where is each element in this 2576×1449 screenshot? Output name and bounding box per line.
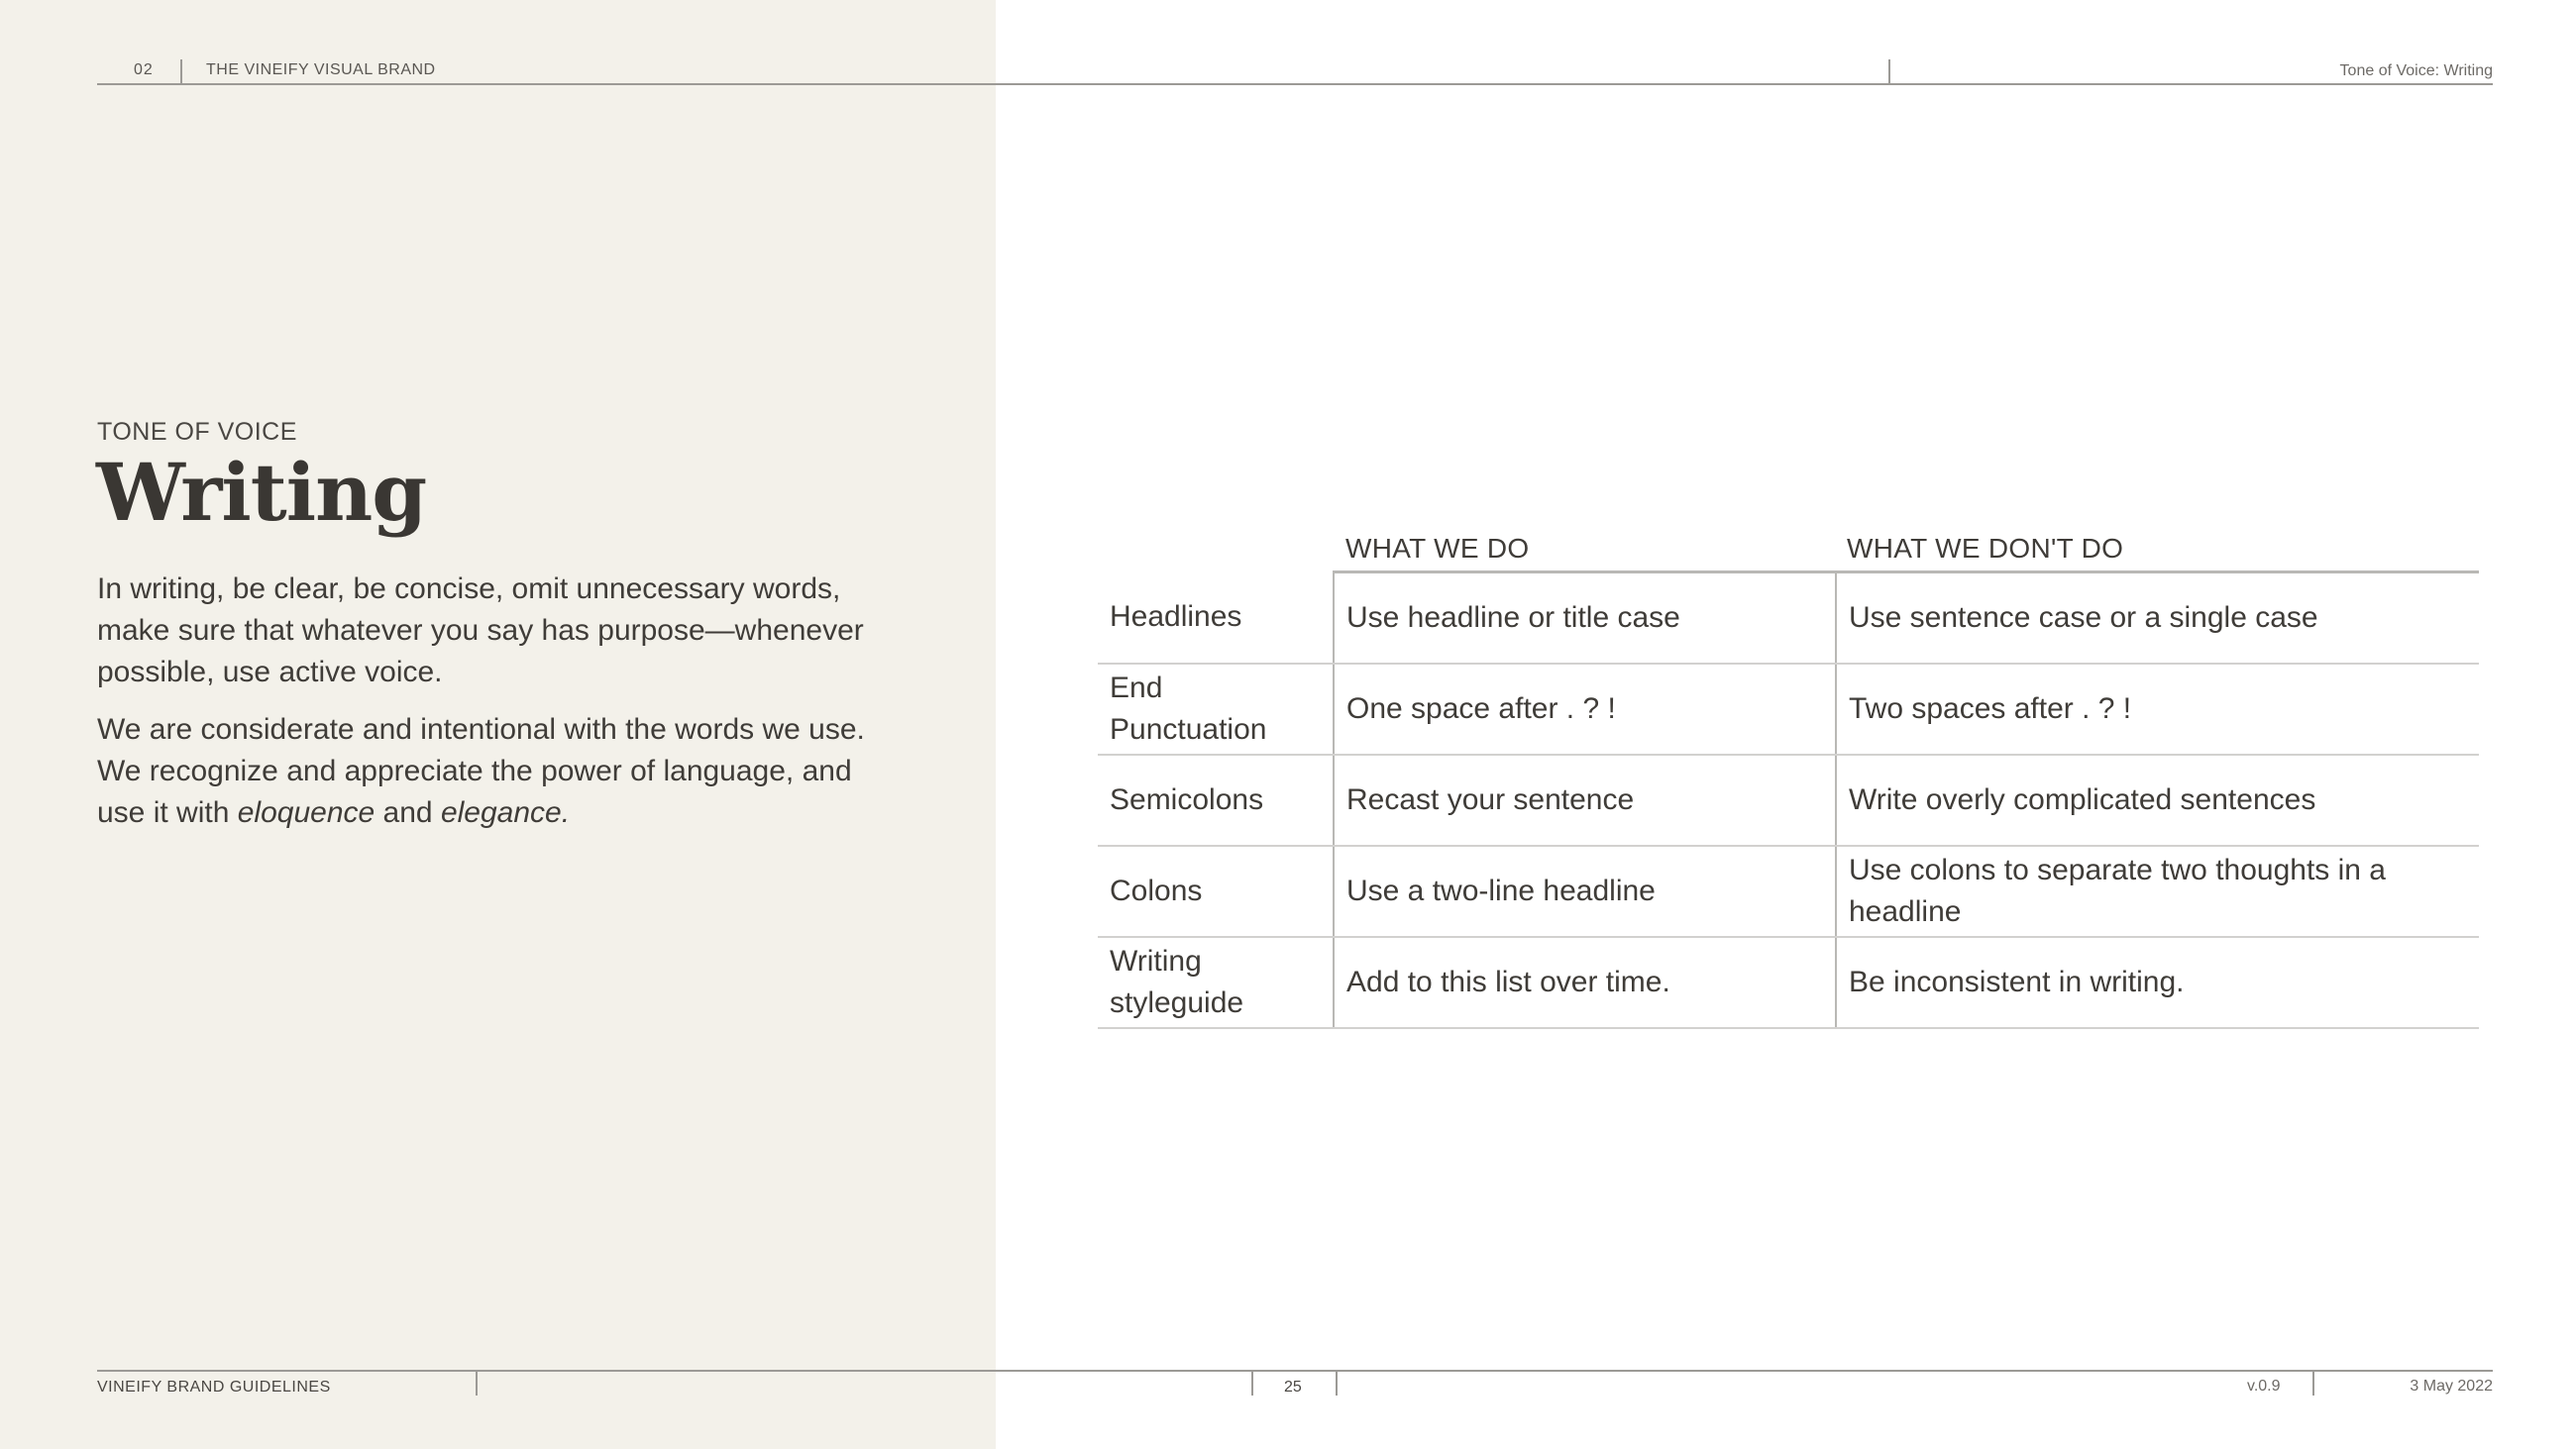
version-label: v.0.9 xyxy=(2247,1378,2281,1395)
column-header-do: WHAT WE DO xyxy=(1345,533,1530,564)
row-dont: Be inconsistent in writing. xyxy=(1836,937,2479,1028)
section-label: Tone of Voice: Writing xyxy=(2339,62,2493,79)
header-divider xyxy=(1888,59,1890,83)
footer-divider xyxy=(1336,1370,1338,1396)
row-do: One space after . ? ! xyxy=(1334,664,1836,755)
row-dont: Write overly complicated sentences xyxy=(1836,755,2479,846)
footer-rule xyxy=(97,1370,2493,1372)
table-row xyxy=(1098,846,2479,937)
column-header-dont: WHAT WE DON'T DO xyxy=(1847,533,2124,564)
row-category: Semicolons xyxy=(1098,755,1334,846)
brand-title: THE VINEIFY VISUAL BRAND xyxy=(206,61,436,78)
header-rule xyxy=(97,83,2493,85)
footer-divider xyxy=(1251,1370,1253,1396)
footer-divider xyxy=(2312,1370,2314,1396)
table-row xyxy=(1098,664,2479,755)
paragraph: In writing, be clear, be concise, omit unnecessary words, make sure that whatever you say has purpose—whenever possible, use active voice. xyxy=(97,572,864,688)
row-category: Writing styleguide xyxy=(1098,937,1334,1028)
row-dont: Use colons to separate two thoughts in a headline xyxy=(1836,846,2479,937)
page-title: Writing xyxy=(96,446,427,539)
footer-brand: VINEIFY BRAND GUIDELINES xyxy=(97,1379,331,1396)
row-category: End Punctuation xyxy=(1098,664,1334,755)
writing-guide-table xyxy=(1098,570,2479,1029)
footer-divider xyxy=(476,1370,478,1396)
row-category: Colons xyxy=(1098,846,1334,937)
row-do: Recast your sentence xyxy=(1334,755,1836,846)
section-number: 02 xyxy=(134,61,154,78)
eyebrow-label: TONE OF VOICE xyxy=(97,418,297,446)
row-do: Use a two-line headline xyxy=(1334,846,1836,937)
table-row xyxy=(1098,572,2479,665)
row-dont: Two spaces after . ? ! xyxy=(1836,664,2479,755)
table-row xyxy=(1098,937,2479,1028)
row-do: Add to this list over time. xyxy=(1334,937,1836,1028)
row-do: Use headline or title case xyxy=(1334,572,1836,665)
row-category: Headlines xyxy=(1098,572,1334,665)
row-dont: Use sentence case or a single case xyxy=(1836,572,2479,665)
intro-text xyxy=(97,569,890,850)
page-number: 25 xyxy=(1284,1379,1302,1396)
date-label: 3 May 2022 xyxy=(2410,1378,2493,1395)
table-row xyxy=(1098,755,2479,846)
header-divider xyxy=(180,59,182,83)
paragraph: We are considerate and intentional with the words we use. We recognize and appreciate the power of language, and use it with eloquence and elegance. xyxy=(97,713,865,829)
